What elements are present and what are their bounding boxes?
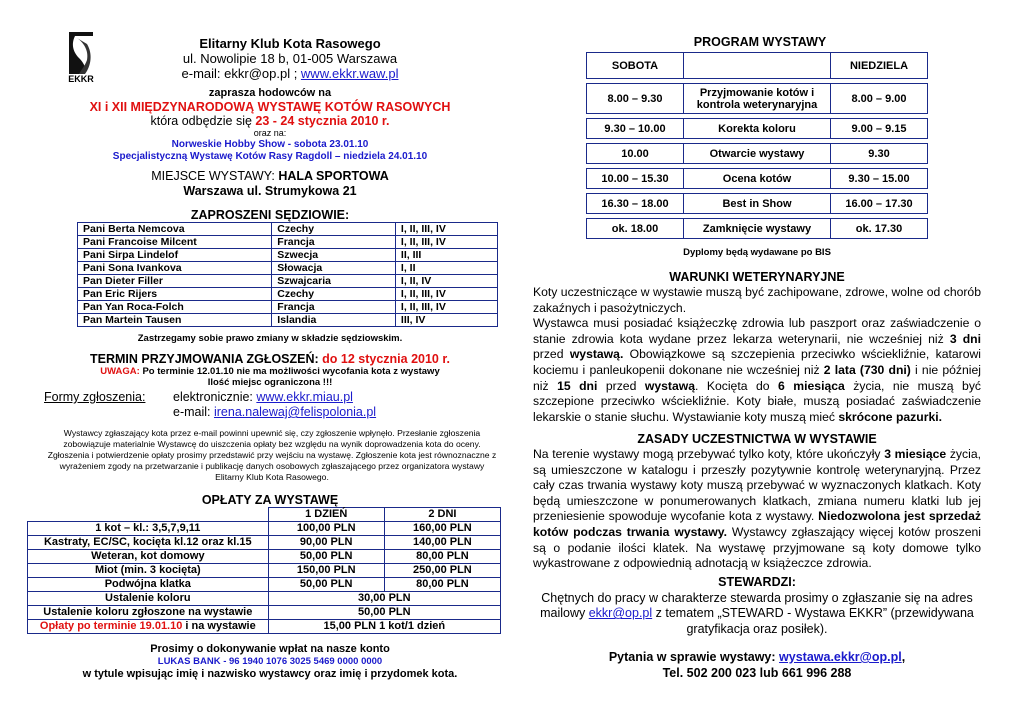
fee-item: Podwójna klatka [28,578,269,592]
judge-name: Pani Sirpa Lindelof [78,249,272,262]
program-sunday-time: 9.00 – 9.15 [831,119,928,139]
judges-note: Zastrzegamy sobie prawo zmiany w składzie sędziowskim. [137,333,403,344]
judge-country: Francja [272,301,396,314]
judges-table [77,222,498,327]
registration-terms: Wystawcy zgłaszający kota przez e-mail powinni upewnić się, czy zgłoszenie wpłynęło. Przesłanie zgłoszenia zobowiązuje materialnie Wystawcę do uiszczenia opłaty bez względu na wynik doprowadzenia kota do oceny. Zgłoszenia i potwierdzenie opłaty prosimy przedstawić przy wejściu na wystawę. Zgłoszenie kota jest równoznaczne z wyrażeniem zgody na przetwarzanie i publikację danych osobowych zgłaszającego przez organizatora wystawy Elitarny Klub Kota Rasowego. [47,428,497,482]
judge-country: Czechy [272,223,396,236]
program-header-row [587,53,928,79]
fee-row [28,578,501,592]
program-saturday-time: 8.00 – 9.30 [587,84,684,114]
judge-country: Francja [272,236,396,249]
program-col-sunday: NIEDZIELA [831,53,928,79]
program-row [587,169,928,189]
judge-row [78,249,498,262]
event-date: która odbędzie się 23 - 24 stycznia 2010 r. [150,114,390,128]
fees-col-1day: 1 DZIEŃ [268,508,384,522]
contact-line: Pytania w sprawie wystawy: wystawa.ekkr@op.pl, [608,650,906,664]
fee-2days: 140,00 PLN [384,536,500,550]
program-event: Zamknięcie wystawy [684,219,831,239]
fee-row [28,592,501,606]
judge-name: Pan Dieter Filler [78,275,272,288]
fee-1day: 50,00 PLN [268,578,384,592]
judge-name: Pan Yan Roca-Folch [78,301,272,314]
program-event: Ocena kotów [684,169,831,189]
fee-row [28,564,501,578]
place-line: MIEJSCE WYSTAWY: HALA SPORTOWA [151,169,389,183]
program-event: Best in Show [684,194,831,214]
judge-row [78,301,498,314]
club-address: ul. Nowolipie 18 b, 01-005 Warszawa [182,51,398,66]
judge-categories: III, IV [395,314,497,327]
judge-name: Pani Berta Nemcova [78,223,272,236]
program-sunday-time: ok. 17.30 [831,219,928,239]
limited-places: Ilość miejsc ograniczona !!! [207,377,333,388]
deadline-warning: UWAGA: Po terminie 12.01.10 nie ma możliwości wycofania kota z wystawy [100,366,440,377]
program-sunday-time: 8.00 – 9.00 [831,84,928,114]
diplomas-note: Dyplomy będą wydawane po BIS [683,247,831,258]
judge-name: Pan Eric Rijers [78,288,272,301]
program-saturday-time: 10.00 – 15.30 [587,169,684,189]
judge-country: Słowacja [272,262,396,275]
fee-1day: 150,00 PLN [268,564,384,578]
judge-categories: I, II, III, IV [395,236,497,249]
judge-row [78,223,498,236]
registration-email-link[interactable]: irena.nalewaj@felispolonia.pl [213,405,377,419]
program-row [587,219,928,239]
event-title: XI i XII MIĘDZYNARODOWĄ WYSTAWĘ KOTÓW RASOWYCH [89,100,451,114]
fee-item: Weteran, kot domowy [28,550,269,564]
judge-name: Pani Sona Ivankova [78,262,272,275]
judge-name: Pani Francoise Milcent [78,236,272,249]
vet-text: Koty uczestniczące w wystawie muszą być zachipowane, zdrowe, wolne od chorób zakaźnych i pasożytniczych. Wystawca musi posiadać książeczkę zdrowia lub paszport oraz zaświadczenie o stanie zdrowia kota wydane przez lekarza weterynarii, nie wcześniej niż 3 dni przed wystawą. Obowiązkowe są szczepienia przeciwko wściekliźnie, katarowi kociemu i panleukopenii dokonane nie wcześniej niż 2 lata (730 dni) i nie później niż 15 dni przed wystawą. Kocięta do 6 miesiąca życia, nie muszą być szczepione przeciwko wściekliźnie. Koty białe, muszą posiadać zaświadczenie lekarskie o stanie słuchu. Wystawianie koty muszą mieć skrócone pazurki. [533,285,982,424]
program-saturday-time: ok. 18.00 [587,219,684,239]
judge-categories: I, II, III, IV [395,301,497,314]
fees-title: OPŁATY ZA WYSTAWĘ [201,493,339,507]
fee-2days: 80,00 PLN [384,578,500,592]
judge-row [78,275,498,288]
program-saturday-time: 10.00 [587,144,684,164]
judge-categories: II, III [395,249,497,262]
stewards-line1: Chętnych do pracy w charakterze stewarda prosimy o zgłaszanie się na adres [541,590,973,605]
judge-country: Szwajcaria [272,275,396,288]
also-label: oraz na: [253,128,287,138]
ragdoll-show: Specjalistyczną Wystawę Kotów Rasy Ragdoll – niedziela 24.01.10 [112,151,428,162]
fee-row-late [28,620,501,634]
email-line: e-mail: irena.nalewaj@felispolonia.pl [173,405,377,419]
fee-row [28,522,501,536]
program-event: Przyjmowanie kotów i kontrola weterynaryjna [684,84,831,114]
program-event: Korekta koloru [684,119,831,139]
contact-phone: Tel. 502 200 023 lub 661 996 288 [662,665,852,680]
fee-row [28,536,501,550]
program-saturday-time: 16.30 – 18.00 [587,194,684,214]
judge-categories: I, II, IV [395,275,497,288]
judge-row [78,314,498,327]
program-row [587,84,928,114]
program-col-saturday: SOBOTA [587,53,684,79]
fee-row [28,550,501,564]
judge-categories: I, II, III, IV [395,288,497,301]
fee-1day: 100,00 PLN [268,522,384,536]
payment-note: Prosimy o dokonywanie wpłat na nasze konto [150,643,390,655]
fee-late-value: 15,00 PLN 1 kot/1 dzień [268,620,500,634]
program-sunday-time: 9.30 [831,144,928,164]
judge-row [78,236,498,249]
registration-site-link[interactable]: www.ekkr.miau.pl [256,390,353,404]
judge-categories: I, II [395,262,497,275]
judge-country: Szwecja [272,249,396,262]
fee-item: Ustalenie koloru zgłoszone na wystawie [28,606,269,620]
program-event: Otwarcie wystawy [684,144,831,164]
svg-text:EKKR: EKKR [68,74,94,84]
fee-value: 30,00 PLN [268,592,500,606]
judge-row [78,262,498,275]
vet-title: WARUNKI WETERYNARYJNE [669,270,845,284]
stewards-title: STEWARDZI: [718,575,796,589]
program-row [587,194,928,214]
fee-1day: 50,00 PLN [268,550,384,564]
fee-2days: 250,00 PLN [384,564,500,578]
rules-text: Na terenie wystawy mogą przebywać tylko koty, które ukończyły 3 miesiące życia, są umieszczone w katalogu i przeszły pozytywnie kontrolę weterynaryjną. Przez cały czas trwania wystawy koty muszą przebywać w wyznaczonych klatkach. Koty będą umieszczone w ponumerowanych klatkach, zmiana numeru klatki lub jej przeniesienie spowoduje wycofanie kota z wystawy. Niedozwolona jest sprzedaż kotów podczas trwania wystawy. Wystawcy zgłaszający więcej kotów proszeni są o podanie ilości klatek. Na wystawę przyjmowane są koty domowe tylko wykastrowane z odpowiednią adnotacją w książeczce zdrowia. [533,447,982,571]
judge-name: Pan Martein Tausen [78,314,272,327]
program-sunday-time: 16.00 – 17.30 [831,194,928,214]
fee-2days: 160,00 PLN [384,522,500,536]
judges-title: ZAPROSZENI SĘDZIOWIE: [190,208,350,222]
program-sunday-time: 9.30 – 15.00 [831,169,928,189]
judge-country: Czechy [272,288,396,301]
stewards-line3: gratyfikacja oraz posiłek). [686,621,828,636]
fee-value: 50,00 PLN [268,606,500,620]
program-title: PROGRAM WYSTAWY [693,35,827,49]
fee-item: Miot (min. 3 kocięta) [28,564,269,578]
fee-item: 1 kot – kl.: 3,5,7,9,11 [28,522,269,536]
hobby-show: Norweskie Hobby Show - sobota 23.01.10 [171,139,369,150]
fees-table [27,507,501,634]
fee-late-label: Opłaty po terminie 19.01.10 i na wystawie [28,620,269,634]
judge-categories: I, II, III, IV [395,223,497,236]
deadline: TERMIN PRZYJMOWANIA ZGŁOSZEŃ: do 12 stycznia 2010 r. [89,352,451,366]
judge-row [78,288,498,301]
club-website-link[interactable]: www.ekkr.waw.pl [300,66,399,81]
rules-title: ZASADY UCZESTNICTWA W WYSTAWIE [637,432,877,446]
fee-item: Kastraty, EC/SC, kocięta kl.12 oraz kl.15 [28,536,269,550]
fee-2days: 80,00 PLN [384,550,500,564]
steward-email-link[interactable]: ekkr@op.pl [588,606,653,621]
fee-1day: 90,00 PLN [268,536,384,550]
bank-account: LUKAS BANK - 96 1940 1076 3025 5469 0000 0000 [157,656,383,667]
program-table [586,52,928,239]
fee-row [28,606,501,620]
program-saturday-time: 9.30 – 10.00 [587,119,684,139]
transfer-note: w tytule wpisując imię i nazwisko wystawcy oraz imię i przydomek kota. [82,668,458,680]
electronic-line: elektronicznie: www.ekkr.miau.pl [173,390,353,404]
contact-email-link[interactable]: wystawa.ekkr@op.pl [779,650,902,664]
stewards-line2: mailowy ekkr@op.pl z tematem „STEWARD - Wystawa EKKR” (przewidywana [540,606,974,621]
place-street: Warszawa ul. Strumykowa 21 [183,184,357,198]
fees-header-row [28,508,501,522]
program-row [587,119,928,139]
club-contact: e-mail: ekkr@op.pl ; www.ekkr.waw.pl [181,66,399,81]
program-row [587,144,928,164]
forms-label: Formy zgłoszenia: [44,390,146,404]
judge-country: Islandia [272,314,396,327]
invite-text: zaprasza hodowców na [208,87,332,99]
fee-item: Ustalenie koloru [28,592,269,606]
fees-col-2days: 2 DNI [384,508,500,522]
club-name: Elitarny Klub Kota Rasowego [199,36,381,51]
